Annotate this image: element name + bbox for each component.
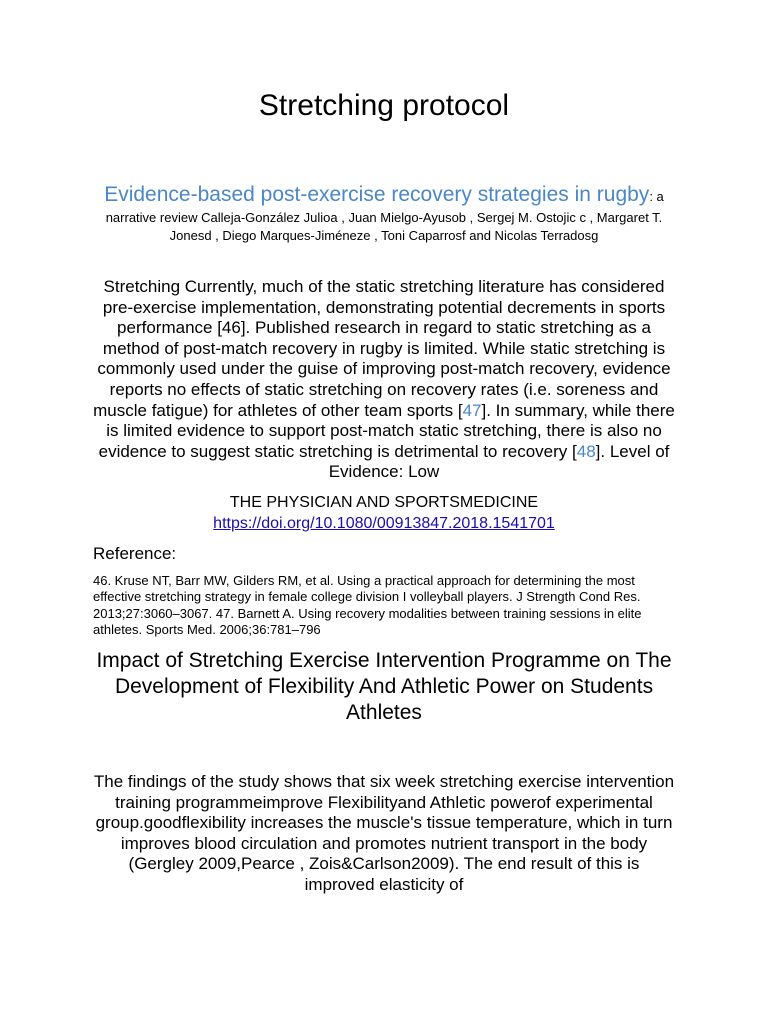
abstract-text-part1: Stretching Currently, much of the static stretching literature has considered pre-exercise implementation, demonstrating potential decrements in sports performance [46]. Published research in regard to static stretching as a method of post-match recovery in rugby is limited. While static stretching is commonly used under the guise of improving post-match recovery, evidence reports no effects of static stretching on recovery rates (i.e. soreness and muscle fatigue) for athletes of other team sports [ — [93, 277, 671, 420]
article-headline: Evidence-based post-exercise recovery strategies in rugby — [104, 183, 650, 206]
page-title: Stretching protocol — [258, 89, 510, 122]
reference-link-47[interactable]: 47 — [462, 400, 482, 420]
article-abstract — [92, 277, 676, 483]
journal-info — [0, 492, 768, 534]
reference-list: 46. Kruse NT, Barr MW, Gilders RM, et al. Using a practical approach for determining the most effective stretching strategy in female college division I volleyball players. J Strength Cond Res. 2013;27:3060–3067. 47. Barnett A. Using recovery modalities between training sessions in elite athletes. Sports Med. 2006;36:781–796 — [93, 573, 642, 638]
doi-link[interactable]: https://doi.org/10.1080/00913847.2018.1541701 — [213, 515, 555, 532]
section-body: The findings of the study shows that six week stretching exercise intervention training programmeimprove Flexibilityand Athletic powerof experimental group.goodflexibility increases the muscle's tissue temperature, which in turn improves blood circulation and promotes nutrient transport in the body (Gergley 2009,Pearce , Zois&Carlson2009). The end result of this is improved elasticity of — [93, 772, 675, 894]
abstract-text-part3: ]. Level of Evidence: Low — [328, 441, 670, 482]
section-heading: Impact of Stretching Exercise Intervention Programme on The Development of Flexibility And Athletic Power on Students Athletes — [96, 649, 672, 724]
article-citation — [100, 181, 668, 245]
reference-heading: Reference: — [93, 544, 177, 563]
article-authors: : a narrative review Calleja-González Julioa , Juan Mielgo-Ayusob , Sergej M. Ostojic c , Margaret T. Jonesd , Diego Marques-Jiméneze , Toni Caparrosf and Nicolas Terradosg — [105, 189, 664, 243]
reference-link-48[interactable]: 48 — [576, 441, 596, 461]
abstract-text-part2: ]. In summary, while there is limited evidence to support post-match static stretching, there is also no evidence to suggest static stretching is detrimental to recovery [ — [98, 400, 675, 461]
journal-name: THE PHYSICIAN AND SPORTSMEDICINE — [229, 494, 539, 511]
